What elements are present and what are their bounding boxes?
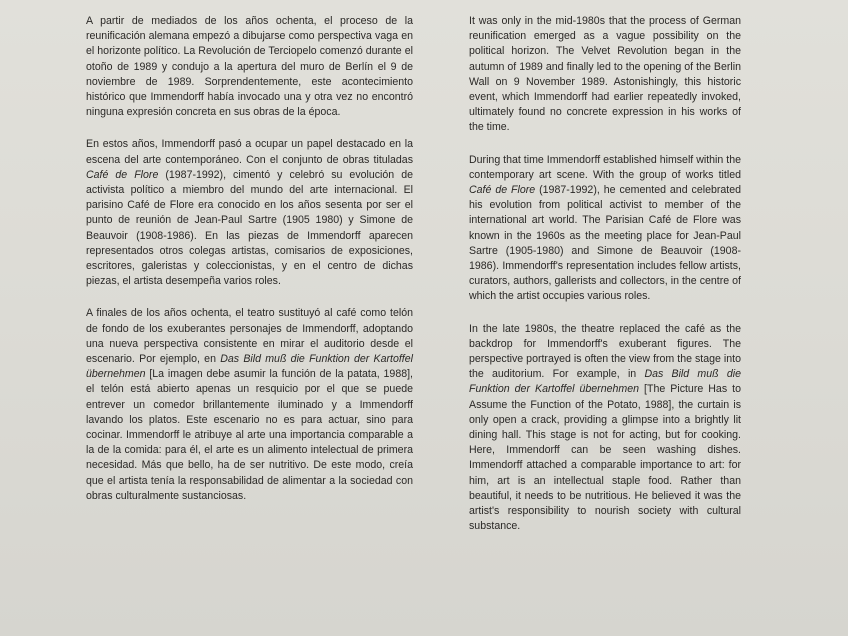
text-run: (1987-1992), he cemented and celebrated his evolution from political activist to member of the international art world. The Parisian Café de Flore was known in the 1960s as the meeting place for Jean-Paul Sartre (1905-1980) and Simone de Beauvoir (1908-1986). Immendorff's representation includes fellow artists, curators, authors, gallerists and collectors, in the centre of which the artist occupies various roles. — [469, 184, 741, 303]
english-paragraph-1: It was only in the mid-1980s that the process of German reunification emerged as a vague possibility on the political horizon. The Velvet Revolution began in the autumn of 1989 and finally led to the opening of the Berlin Wall on 9 November 1989. Astonishingly, this historic event, which Immendorff had earlier repeatedly invoked, ultimately found no concrete expression in his works of the time. — [469, 15, 741, 134]
artwork-title: Café de Flore — [469, 184, 536, 197]
english-paragraph-3 — [469, 322, 741, 535]
spanish-paragraph-1: A partir de mediados de los años ochenta, el proceso de la reunificación alemana empezó a dibujarse como perspectiva vaga en el horizonte político. La Revolución de Terciopelo comenzó durante el otoño de 1989 y condujo a la apertura del muro de Berlín el 9 de noviembre de 1989. Sorprendentemente, este acontecimiento histórico que Immendorff había invocado una y otra vez no encontró ninguna expresión concreta en sus obras de la época. — [86, 15, 413, 119]
artwork-title: Das Bild muß die Funktion der Kartoffel übernehmen — [86, 353, 413, 381]
text-run: [The Picture Has to Assume the Function of the Potato, 1988], the curtain is only open a crack, providing a glimpse into a brightly lit dining hall. This stage is not for acting, but for cooking. Here, Immendorff can be seen washing dishes. Immendorff attached a comparable importance to art: for him, art is an intellectual staple food. Rather than beautiful, it needs to be nutritious. He believed it was the artist's responsibility to nourish society with cultural substance. — [469, 383, 741, 533]
text-run: (1987-1992), cimentó y celebró su evolución de activista político a miembro del mundo del arte internacional. El parisino Café de Flore era conocido en los años sesenta por ser el punto de reunión de Jean-Paul Sartre (1905 1980) y Simone de Beauvoir (1908-1986). En las piezas de Immendorff aparecen representados otros colegas artistas, comisarios de exposiciones, escritores, galeristas y coleccionistas, y en el centro de dichas piezas, el artista desempeña varios roles. — [86, 168, 413, 288]
english-column — [469, 14, 741, 552]
text-run: [La imagen debe asumir la función de la patata, 1988], el telón está abierto apenas un resquicio por el que se puede entrever un comedor brillantemente iluminado y a Immendorff lavando los platos. Este escenario no es para actuar, sino para cocinar. Immendorff le atribuye al arte una importancia comparable a la de la comida: para él, el arte es un alimento intelectual de primera necesidad. Más que bello, ha de ser nutritivo. De este modo, creía que el artista tenía la responsabilidad de alimentar a la sociedad con obras culturalmente sustanciosas. — [86, 368, 413, 502]
artwork-title: Das Bild muß die Funktion der Kartoffel übernehmen — [469, 368, 741, 396]
spanish-paragraph-2 — [86, 137, 413, 289]
text-run: During that time Immendorff established himself within the contemporary art scene. With the group of works titled — [469, 153, 741, 181]
english-paragraph-2 — [469, 153, 741, 305]
spanish-column — [86, 14, 413, 521]
text-run: A finales de los años ochenta, el teatro sustituyó al café como telón de fondo de los exuberantes personajes de Immendorff, adoptando una nueva perspectiva consistente en mirar el auditorio desde el escenario. Por ejemplo, en — [86, 307, 413, 366]
text-run: En estos años, Immendorff pasó a ocupar un papel destacado en la escena del arte contemporáneo. Con el conjunto de obras tituladas — [86, 138, 413, 166]
text-run: In the late 1980s, the theatre replaced the café as the backdrop for Immendorff's exuberant figures. The perspective portrayed is often the view from the stage into the auditorium. For example, in — [469, 322, 741, 381]
artwork-title: Café de Flore — [86, 168, 159, 181]
spanish-paragraph-3 — [86, 306, 413, 504]
